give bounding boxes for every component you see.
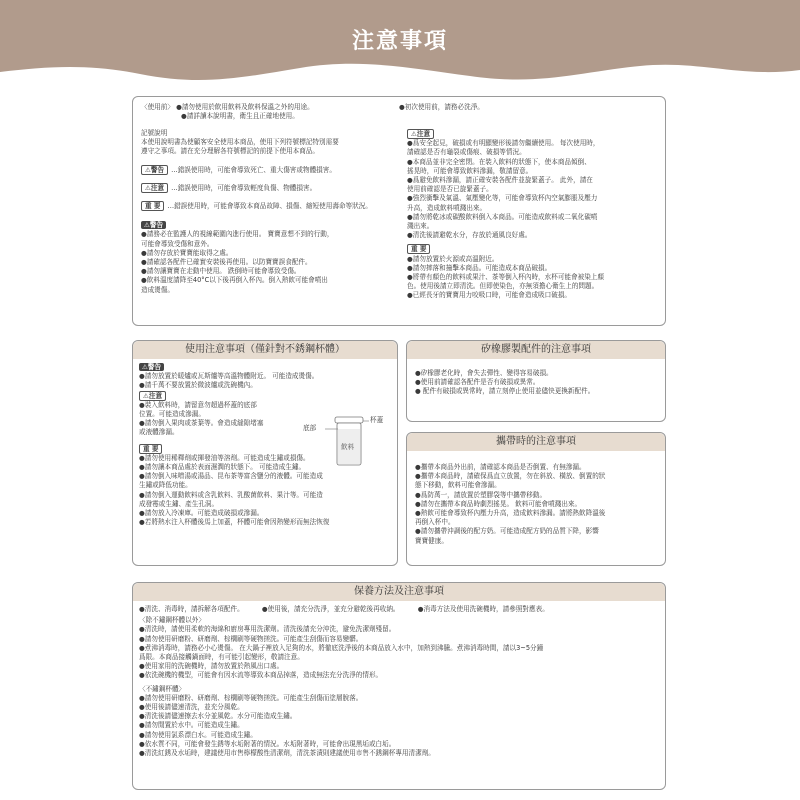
legend-text-1: 本使用說明書為使顧客安全使用本商品，使用下列符號標記特別需要 [141,138,339,147]
caution-item: ●爲安全起見，破損或有明顯變形後請勿繼續使用。 每次使用時， [407,139,600,148]
caution-list [407,139,663,240]
carry-item: 再倒入杯中。 [415,518,455,527]
carry-section-title: 攜帶時的注意事項 [407,433,665,451]
warning-item: ●請勿讓寶寶在走動中使用。 跌倒時可能會導致受傷。 [141,267,301,276]
important-item: 色。使用後請立即清洗。但即使染色，亦無須擔心衛生上的問題。 [407,282,599,291]
care-steel-item: ●清洗紅銹及水垢時，建議使用市售檸檬酸性清潔劑，清洗茶漬則建議使用市售不銹鋼杯專用清潔劑。 [139,749,435,758]
before-use-label: 〈使用前〉 [141,103,174,111]
caution-item: 請確認是否有龜裂或傷痕、破損等情況。 [407,148,526,157]
caution-item: 使用前確認是否已旋緊蓋子。 [407,185,493,194]
carry-item: 寶寶健康。 [415,536,448,545]
diagram-bottom-label: 底部 [303,424,317,432]
before-use-3: ●初次使用前，請務必洗淨。 [399,103,484,111]
legend-title: 記號說明 [141,129,168,137]
warning-item: 可能會導致受傷和意外。 [141,239,214,248]
steel-caution-item: ●請勿倒入果肉或茶葉等。會造成縫隙堵塞 [139,419,264,428]
legend-danger-tag: ⚠警告 [141,165,168,175]
steel-caution-item: 位置。可能造成滲漏。 [139,410,205,419]
warning-item: 造成燙傷。 [141,285,174,294]
important-tag: 重 要 [407,244,430,254]
legend-block [141,129,403,295]
caution-item: ●本商品並非完全密閉。在裝入飲料的狀態下，使本商品傾倒、 [407,157,591,166]
steel-important-item: ●請勿倒入運動飲料或含乳飲料、乳酸菌飲料、果汁等。可能造 [139,490,323,499]
steel-caution-tag: ⚠注意 [139,391,166,401]
header-band [0,0,800,88]
diagram-drink-label: 飲料 [341,443,355,451]
non-steel-item: ●請勿使用研磨粉、研磨劑、棕櫚刷等硬物搓洗。可能產生刮傷而容易變髒。 [139,634,363,643]
carry-item: ●攜帶本商品外出前，請確認本商品是否倒置、有無滲漏。 [415,463,586,471]
non-steel-item: 爲限。本商品接觸鍋面時，有可能引起變形，敬請注意。 [139,653,304,662]
diagram-lid-label: 杯蓋 [370,416,384,424]
warning-list [141,230,403,294]
carry-item: ●爲防萬一，請放置於塑膠袋等中攜帶移動。 [415,490,547,499]
steel-important-item: ●若將熱水注入杯體後馬上加蓋，杯體可能會因熱變形而無法恢復 [139,518,330,527]
legend-text-2: 遵守之事項。請在充分理解各符號標記的前提下使用本商品。 [141,147,320,156]
steel-section-box [132,340,398,566]
warning-item: ●請確認各配件已確實安裝後再使用。以防寶寶誤食配件。 [141,258,312,267]
rubber-list [415,369,663,397]
legend-caution-tag: ⚠注意 [141,183,168,193]
care-steel-list [139,694,659,758]
caution-item: 升高，造成飲料噴濺出來。 [407,203,487,212]
caution-item: ●強烈衝擊及氣溫、氣壓變化等，可能會導致杯內空氣膨脹及壓力 [407,194,598,203]
page-title: 注意事項 [351,29,448,54]
before-use-1: ●請勿使用於飲用飲料及飲料保溫之外的用途。 [176,103,314,111]
steel-important-item: 成發霉或生鏽、產生孔洞。 [139,499,219,508]
steel-important-tag: 重 要 [139,444,162,454]
care-top-2: ●使用後，請充分洗淨，並充分避乾後再收納。 [261,605,400,613]
care-steel-item: ●使用後請儘速清洗，並充分風乾。 [139,703,244,712]
warning-item: ●請務必在監護人的視線範圍內進行使用。 寶寶意想不到的行動， [141,230,334,239]
warning-triangle-icon: ⚠ [144,221,150,230]
carry-section-box [406,432,666,566]
caution-triangle-icon: ⚠ [145,183,151,192]
non-steel-label: 〈除不鏽鋼杯體以外〉 [139,616,205,625]
carry-item: ●熱飲可能會導致杯內壓力升高，造成飲料滲漏。請將熱飲降溫後 [415,509,606,518]
warning-item: ●飲料溫度請降至40°C以下後再倒入杯內。倒入熱飲可能會噴出 [141,276,328,285]
steel-important-item: ●請勿放入冷凍庫。可能造成破損或滲漏。 [139,509,264,518]
before-use-2: ●請詳讀本說明書，衛生且正確地使用。 [181,112,299,121]
non-steel-list [139,625,659,680]
intro-box [132,96,666,326]
care-steel-item: ●清洗後請儘速擦去水分並風乾。水分可能造成生鏽。 [139,712,297,721]
non-steel-item: ●依洗碗機的機型，可能會有因水流等導致本商品掉落，造成無法充分洗淨的情形。 [139,671,383,680]
important-item: ●將帶有顏色的飲料或果汁、茶等倒入杯內時，水杯可能會被染上顏 [407,273,604,282]
non-steel-item: ●煮沸消毒時，請務必小心燙傷。 在大鍋子裡放入足夠的水，將徹底洗淨後的本商品放入水中，加熱到沸騰。煮沸消毒時間，請以3~5分鐘 [139,643,544,652]
steel-warning-tag: ⚠警告 [139,363,164,371]
warning-triangle-icon: ⚠ [145,165,151,174]
steel-section-title: 使用注意事項（僅針對不銹鋼杯體） [133,341,397,359]
rubber-item: ●使用前請確認各配件是否有破損或異常。 [415,378,540,387]
steel-important-item: ●請勿使用稀釋劑或揮發油等溶劑。可能造成生鏽或損傷。 [139,453,310,462]
rubber-item: ● 配件有破損或異常時，請立刻停止使用並儘快更換新配件。 [415,387,595,396]
caution-item: ●爲避免飲料滲漏，請正確安裝各配件並旋緊蓋子。 此外，請在 [407,176,593,185]
warning-tag: ⚠警告 [141,221,166,229]
care-top-1: ●清洗、消毒時，請拆解各項配件。 [139,605,244,613]
care-section-title: 保養方法及注意事項 [133,583,665,601]
carry-item: ●請勿在攜帶本商品時劇烈搖晃。 飲料可能會噴濺出來。 [415,499,582,508]
care-steel-item: ●請勿使用氯系漂白水。可能造成生鏽。 [139,730,257,739]
steel-warning-item: ●請千萬不要放置於微波爐或洗碗機內。 [139,381,257,390]
carry-item: ●請勿攜帶沖調後的配方奶。可能造成配方奶的品質下降，影響 [415,527,599,536]
caution-block [407,129,663,301]
caution-triangle-icon: ⚠ [411,130,417,138]
caution-item: ●清洗後請避乾水分，存放於通風良好處。 [407,231,532,240]
steel-caution-item: ●裝入飲料時，請留意勿超過杯蓋的底部 [139,400,257,409]
caution-item: ●請勿將乾冰或碳酸飲料倒入本商品。可能造成飲料或二氧化碳噴 [407,212,598,221]
important-item: ●請勿摔落和撞擊本商品。可能造成本商品破損。 [407,263,552,272]
care-steel-item: ●請勿閒置於水中。可能造成生鏽。 [139,721,244,730]
important-item: ●請勿放置於火源或高溫附近。 [407,254,499,263]
important-item: ●已經長牙的寶寶用力咬吸口時，可能會造成吸口破損。 [407,291,572,300]
carry-item: 態下移動，飲料可能會滲漏。 [415,481,501,490]
caution-triangle-icon: ⚠ [143,391,149,400]
steel-caution-item: 或液體滲漏。 [139,428,179,437]
cup-diagram [303,413,393,469]
steel-warning-list [139,372,395,390]
legend-important-tag: 重 要 [141,201,164,211]
legend-caution-text: …錯誤使用時，可能會導致輕度負傷、物體損害。 [171,183,317,192]
steel-important-item: ●請勿讓本商品處於表面濕潤的狀態下。 可能造成生鏽。 [139,463,306,472]
warning-triangle-icon: ⚠ [142,363,148,371]
care-section-box [132,582,666,790]
non-steel-item: ●使用家用的洗碗機時，請勿放置於熱風出口處。 [139,662,284,671]
steel-label: 〈不鏽鋼杯體〉 [139,684,186,693]
care-top-3: ●消毒方法及使用洗碗機時，請參照對應表。 [417,605,549,613]
non-steel-item: ●清洗時，請使用柔軟的海綿和廚房專用洗潔劑。清洗後請充分沖洗，避免洗潔劑殘留。 [139,625,396,634]
caution-item: 濺出來。 [407,222,434,231]
care-steel-item: ●依水質不同，可能會發生銹等水垢附著的情況。水垢附著時，可能會出現黑垢或白垢。 [139,739,396,748]
legend-important-text: …錯誤使用時，可能會導致本商品故障、損傷、縮短使用壽命等狀況。 [167,202,372,211]
steel-warning-item: ●請勿放置於暖爐或瓦斯爐等高溫物體附近。 可能造成燙傷。 [139,372,319,381]
steel-important-item: 生鏽或降低功能。 [139,481,192,490]
warning-item: ●請勿存放於寶寶能取得之處。 [141,248,233,257]
carry-list [415,463,663,546]
steel-important-item: ●請勿倒入味噌湯或湯品、昆布茶等富含鹽分的液體。可能造成 [139,472,323,481]
caution-tag: ⚠注意 [407,129,434,139]
caution-item: 搖晃時，可能會導致飲料滲漏，敬請留意。 [407,166,533,175]
rubber-section-title: 矽橡膠製配件的注意事項 [407,341,665,359]
important-list [407,255,663,301]
care-steel-item: ●請勿使用研磨粉、研磨劑、棕櫚刷等硬物搓洗。可能產生刮傷而塗層脫落。 [139,693,363,702]
rubber-section-box [406,340,666,422]
legend-danger-text: …錯誤使用時，可能會導致死亡、重大傷害或物體損害。 [171,165,336,174]
rubber-item: ●矽橡膠老化時，會失去彈性、變得容易破損。 [415,369,553,377]
carry-item: ●攜帶本商品時，請確保爲直立放置，勿在斜放、橫放、倒置的狀 [415,472,606,481]
steel-caution-list [139,401,299,438]
